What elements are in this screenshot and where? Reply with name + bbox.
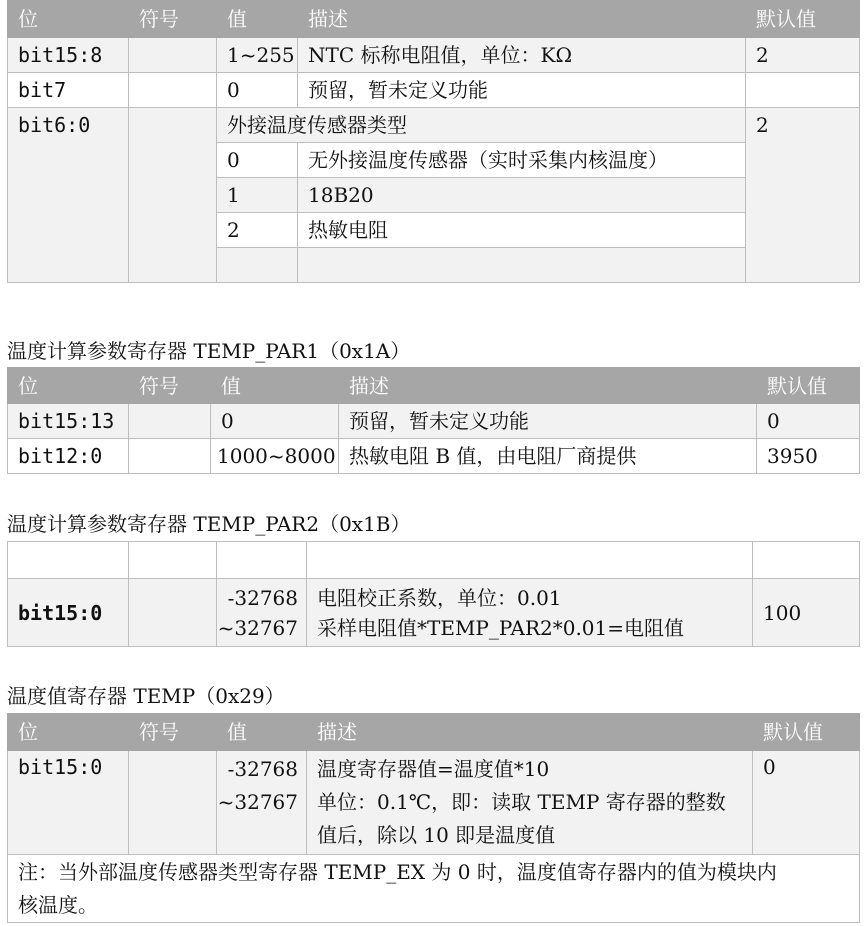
bit-cell: bit15:0 — [8, 751, 129, 855]
table-row — [8, 579, 860, 647]
note-line: 核温度。 — [18, 892, 98, 917]
symbol-cell — [129, 751, 217, 855]
default-cell — [746, 73, 860, 108]
section-title-temp-par2: 温度计算参数寄存器 TEMP_PAR2（0x1B） — [7, 512, 411, 536]
description-cell — [307, 751, 753, 855]
header-description: 描述 — [298, 1, 746, 38]
header-value: 值 — [217, 714, 307, 751]
table-row — [8, 38, 860, 73]
value-max: ~32767 — [217, 615, 298, 640]
header-value: 值 — [217, 1, 298, 38]
option-desc: 热敏电阻 — [298, 213, 746, 248]
table-row — [8, 73, 860, 108]
symbol-cell — [129, 108, 217, 283]
table-header-row — [8, 714, 860, 751]
default-cell: 100 — [753, 579, 860, 647]
bit-cell: bit6:0 — [8, 108, 129, 283]
header-description: 描述 — [339, 368, 757, 404]
description-line: 电阻校正系数，单位：0.01 — [317, 585, 562, 610]
note-row — [8, 855, 860, 923]
default-cell: 3950 — [757, 439, 860, 474]
bit-cell: bit7 — [8, 73, 129, 108]
section-title-temp-par1: 温度计算参数寄存器 TEMP_PAR1（0x1A） — [7, 339, 411, 363]
symbol-cell — [129, 73, 217, 108]
header-value: 值 — [211, 368, 339, 404]
default-cell: 0 — [753, 751, 860, 855]
note-line: 注：当外部温度传感器类型寄存器 TEMP_EX 为 0 时，温度值寄存器内的值为模块内 — [18, 859, 777, 884]
default-cell: 2 — [746, 108, 860, 283]
option-value: 2 — [217, 213, 298, 248]
symbol-cell — [129, 579, 217, 647]
value-cell: 1000~8000 — [211, 439, 339, 474]
symbol-cell — [129, 38, 217, 73]
option-value: 0 — [217, 143, 298, 178]
header-symbol: 符号 — [129, 1, 217, 38]
table-header-row — [8, 368, 860, 404]
bit-cell: bit15:0 — [8, 579, 129, 647]
description-line: 单位：0.1℃，即：读取 TEMP 寄存器的整数 — [317, 790, 726, 814]
symbol-cell — [129, 439, 211, 474]
option-desc — [298, 248, 746, 283]
header-symbol: 符号 — [129, 368, 211, 404]
note-cell — [8, 855, 860, 923]
header-bit: 位 — [8, 714, 129, 751]
sensor-type-title: 外接温度传感器类型 — [217, 108, 746, 143]
value-cell — [217, 751, 307, 855]
table-row — [8, 404, 860, 439]
header-bit: 位 — [8, 1, 129, 38]
header-default: 默认值 — [757, 368, 860, 404]
description-cell: 预留，暂未定义功能 — [339, 404, 757, 439]
value-min: -32768 — [227, 585, 298, 610]
table-row — [8, 439, 860, 474]
description-line: 值后，除以 10 即是温度值 — [317, 823, 556, 847]
table-row — [8, 751, 860, 855]
option-value: 1 — [217, 178, 298, 213]
empty-header-row — [8, 542, 860, 579]
description-cell — [307, 579, 753, 647]
description-line: 温度寄存器值=温度值*10 — [317, 757, 550, 781]
option-desc: 18B20 — [298, 178, 746, 213]
value-cell: 0 — [211, 404, 339, 439]
description-cell: 热敏电阻 B 值，由电阻厂商提供 — [339, 439, 757, 474]
header-default: 默认值 — [746, 1, 860, 38]
value-min: -32768 — [227, 757, 298, 781]
option-value — [217, 248, 298, 283]
sensor-type-row — [8, 108, 860, 143]
description-cell: NTC 标称电阻值，单位：KΩ — [298, 38, 746, 73]
header-default: 默认值 — [753, 714, 860, 751]
default-cell: 2 — [746, 38, 860, 73]
description-line: 采样电阻值*TEMP_PAR2*0.01=电阻值 — [317, 615, 685, 640]
table-header-row — [8, 1, 860, 38]
header-description: 描述 — [307, 714, 753, 751]
register-table-1 — [7, 0, 860, 283]
option-desc: 无外接温度传感器（实时采集内核温度） — [298, 143, 746, 178]
description-cell: 预留，暂未定义功能 — [298, 73, 746, 108]
bit-cell: bit15:13 — [8, 404, 129, 439]
header-bit: 位 — [8, 368, 129, 404]
header-symbol: 符号 — [129, 714, 217, 751]
bit-cell: bit12:0 — [8, 439, 129, 474]
section-title-temp: 温度值寄存器 TEMP（0x29） — [7, 684, 285, 708]
value-cell — [217, 579, 307, 647]
default-cell: 0 — [757, 404, 860, 439]
value-cell: 1~255 — [217, 38, 298, 73]
value-cell: 0 — [217, 73, 298, 108]
bit-cell: bit15:8 — [8, 38, 129, 73]
register-table-temp-par1 — [7, 367, 860, 474]
register-table-temp — [7, 713, 860, 923]
value-max: ~32767 — [217, 790, 298, 814]
register-table-temp-par2 — [7, 541, 860, 647]
symbol-cell — [129, 404, 211, 439]
